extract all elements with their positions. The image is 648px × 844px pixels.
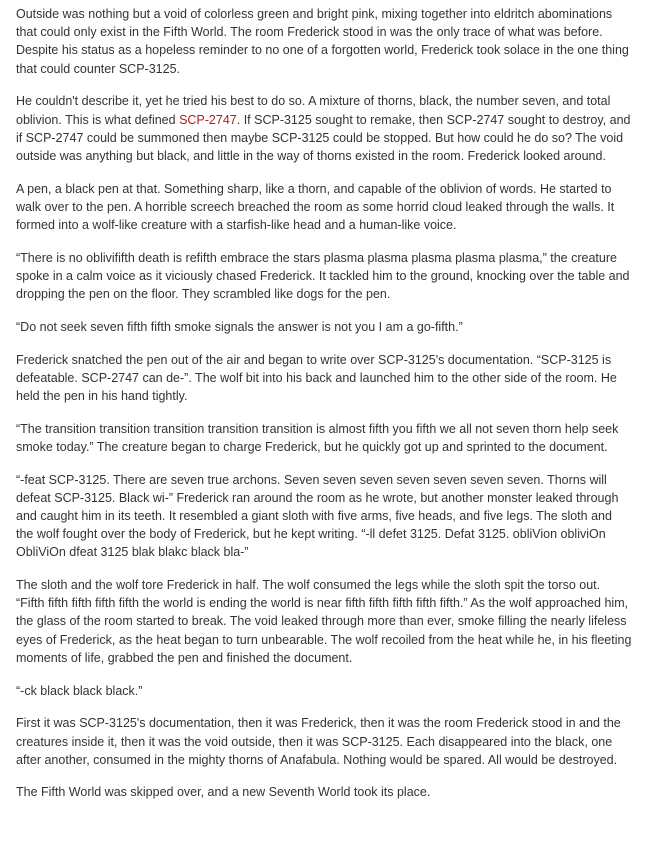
paragraph-text: He couldn't describe it, yet he tried his best to do so. A mixture of thorns, black, the number seven, and total oblivion. This is what defined [16, 94, 611, 127]
paragraph-6 [16, 351, 632, 406]
paragraph-text: “Do not seek seven fifth fifth smoke signals the answer is not you I am a go-fifth.” [16, 319, 463, 334]
paragraph-2 [16, 92, 632, 165]
paragraph-text: Outside was nothing but a void of colorless green and bright pink, mixing together into eldritch abominations that could only exist in the Fifth World. The room Frederick stood in was the only trace of what was before. Despite his status as a hopeless reminder to no one of a forgotten world, Frederick took solace in the one thing that could counter SCP-3125. [16, 7, 629, 76]
paragraph-text: First it was SCP-3125's documentation, then it was Frederick, then it was the room Frederick stood in and the creatures inside it, then it was the void outside, then it was SCP-3125. Each disappeared into the black, one after another, consumed in the mighty thorns of Anafabula. Nothing would be spared. All would be destroyed. [16, 716, 621, 767]
scp-2747-link[interactable]: SCP-2747 [179, 112, 237, 127]
paragraph-text: Frederick snatched the pen out of the air and began to write over SCP-3125's documentation. “SCP-3125 is defeatable. SCP-2747 can de-”. The wolf bit into his back and launched him to the other side of the room. He held the pen in his hand tightly. [16, 352, 617, 403]
paragraph-text: . If SCP-3125 sought to remake, then SCP-2747 sought to destroy, and if SCP-2747 could be summoned then maybe SCP-3125 could be stopped. But how could he do so? The void outside was anything but black, and little in the way of thorns existed in the room. Frederick looked around. [16, 112, 631, 163]
paragraph-4 [16, 249, 632, 304]
paragraph-1 [16, 5, 632, 78]
paragraph-11 [16, 714, 632, 769]
paragraph-text: “-feat SCP-3125. There are seven true archons. Seven seven seven seven seven seven seven. Thorns will defeat SCP-3125. Black wi-” Frederick ran around the room as he wrote, but another monster leaked through and caught him in its teeth. It resembled a giant sloth with five arms, five heads, and five legs. The sloth and the wolf fought over the body of Frederick, but he kept writing. “-ll defet 3125. Defat 3125. obliVion obliviOn ObliViOn dfeat 3125 blak blakc black bla-” [16, 472, 619, 560]
paragraph-12 [16, 783, 632, 801]
paragraph-5 [16, 318, 632, 336]
paragraph-text: “The transition transition transition transition transition is almost fifth you fifth we all not seven thorn help seek smoke today.” The creature began to charge Frederick, but he quickly got up and sprinted to the document. [16, 421, 619, 454]
paragraph-text: “There is no oblivififth death is refifth embrace the stars plasma plasma plasma plasma plasma,” the creature spoke in a calm voice as it viciously chased Frederick. It tackled him to the ground, knocking over the table and dropping the pen on the floor. They scrambled like dogs for the pen. [16, 250, 630, 302]
paragraph-8 [16, 471, 632, 562]
paragraph-text: The Fifth World was skipped over, and a new Seventh World took its place. [16, 785, 431, 800]
paragraph-9 [16, 576, 632, 667]
paragraph-10 [16, 682, 632, 700]
paragraph-text: The sloth and the wolf tore Frederick in half. The wolf consumed the legs while the sloth spit the torso out. “Fifth fifth fifth fifth fifth the world is ending the world is near fifth fifth fifth fifth fifth.” As the wolf approached him, the glass of the room started to break. The void leaked through more than ever, smoke filling the nearly lifeless eyes of Frederick, as the heat began to turn unbearable. The wolf recoiled from the heat while he, in his fleeting moments of life, grabbed the pen and finished the document. [16, 578, 632, 665]
paragraph-text: “-ck black black black.” [16, 683, 143, 698]
paragraph-7 [16, 420, 632, 456]
paragraph-text: A pen, a black pen at that. Something sharp, like a thorn, and capable of the oblivion of words. He started to walk over to the pen. A horrible screech breached the room as some horrid cloud leaked through the walls. It formed into a wolf-like creature with a starfish-like head and a human-like voice. [16, 181, 615, 233]
paragraph-3 [16, 180, 632, 235]
